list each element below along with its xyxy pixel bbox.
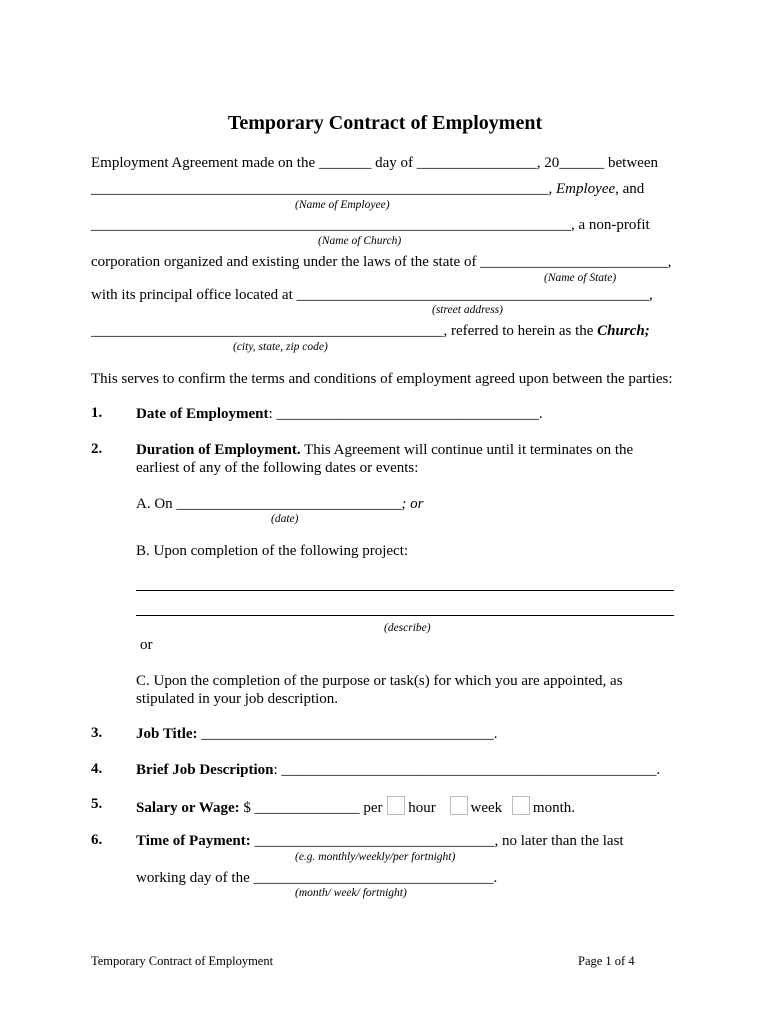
caption-employee: (Name of Employee)	[295, 199, 390, 211]
item-1-label: Date of Employment	[136, 406, 269, 422]
item-2-number: 2.	[91, 441, 103, 457]
week-label: week	[470, 800, 503, 816]
church-line: ________________________________________________________________, a non-profit	[91, 217, 650, 233]
church-term: Church;	[597, 323, 650, 339]
item-5-number: 5.	[91, 796, 103, 812]
intro-text: This serves to confirm the terms and conditions of employment agreed upon between the parties:	[91, 371, 673, 387]
document-title: Temporary Contract of Employment	[227, 112, 543, 134]
item-2-option-c-line1: C. Upon the completion of the purpose or task(s) for which you are appointed, as	[136, 673, 623, 689]
month-label: month.	[532, 800, 576, 816]
item-3-label: Job Title:	[136, 726, 198, 742]
caption-street: (street address)	[432, 304, 504, 316]
item-2-option-b: B. Upon completion of the following project:	[136, 543, 409, 559]
employee-sep: ,	[548, 181, 556, 197]
project-description-line-2	[136, 615, 674, 616]
caption-church: (Name of Church)	[318, 235, 402, 247]
item-6-label: Time of Payment:	[136, 833, 251, 849]
item-3-number: 3.	[91, 725, 103, 741]
option-a-end: ; or	[401, 496, 424, 512]
employee-line-end: , and	[615, 181, 645, 197]
city-line	[91, 322, 650, 340]
item-3-rest: _______________________________________.	[197, 726, 498, 742]
state-line: corporation organized and existing under the laws of the state of _________________________,	[91, 254, 672, 270]
item-1-rest: : ___________________________________.	[268, 406, 543, 422]
caption-period: (month/ week/ fortnight)	[295, 887, 407, 899]
caption-state: (Name of State)	[544, 272, 617, 284]
footer-title: Temporary Contract of Employment	[91, 954, 274, 968]
item-5	[136, 796, 575, 817]
caption-date: (date)	[271, 513, 299, 525]
item-4-rest: : __________________________________________________.	[273, 762, 661, 778]
item-5-label: Salary or Wage:	[136, 800, 240, 816]
item-2-option-c-line2: stipulated in your job description.	[136, 691, 339, 707]
item-6	[136, 832, 624, 850]
item-6-line2: working day of the ________________________________.	[136, 870, 498, 886]
item-2-label: Duration of Employment.	[136, 442, 301, 458]
item-4-label: Brief Job Description	[136, 762, 274, 778]
office-line: with its principal office located at _______________________________________________,	[91, 287, 653, 303]
option-or: or	[140, 637, 153, 653]
item-4	[136, 761, 660, 779]
option-a-text: A. On ______________________________	[136, 496, 402, 512]
caption-payment-frequency: (e.g. monthly/weekly/per fortnight)	[295, 851, 456, 863]
item-5-rest: $ ______________ per	[239, 800, 383, 816]
hour-checkbox[interactable]	[387, 796, 405, 815]
item-1	[136, 405, 543, 423]
item-2-option-a	[136, 495, 424, 513]
week-checkbox[interactable]	[450, 796, 468, 815]
caption-city: (city, state, zip code)	[233, 341, 328, 353]
item-6-number: 6.	[91, 832, 103, 848]
employee-line	[91, 180, 644, 198]
employee-label: Employee	[556, 181, 616, 197]
month-checkbox[interactable]	[512, 796, 530, 815]
agreement-date-line: Employment Agreement made on the _______ day of ________________, 20______ between	[91, 155, 658, 171]
item-2	[136, 441, 633, 459]
item-3	[136, 725, 498, 743]
city-line-text: _______________________________________________, referred to herein as the	[91, 323, 598, 339]
item-2-line2: earliest of any of the following dates or events:	[136, 460, 419, 476]
item-1-number: 1.	[91, 405, 103, 421]
item-2-rest: This Agreement will continue until it terminates on the	[300, 442, 634, 458]
item-6-rest: ________________________________, no later than the last	[250, 833, 624, 849]
project-description-line-1	[136, 590, 674, 591]
hour-label: hour	[408, 800, 436, 816]
page-number: Page 1 of 4	[578, 954, 635, 968]
caption-describe: (describe)	[384, 622, 431, 634]
employee-blank: _____________________________________________________________	[91, 181, 549, 197]
item-4-number: 4.	[91, 761, 103, 777]
